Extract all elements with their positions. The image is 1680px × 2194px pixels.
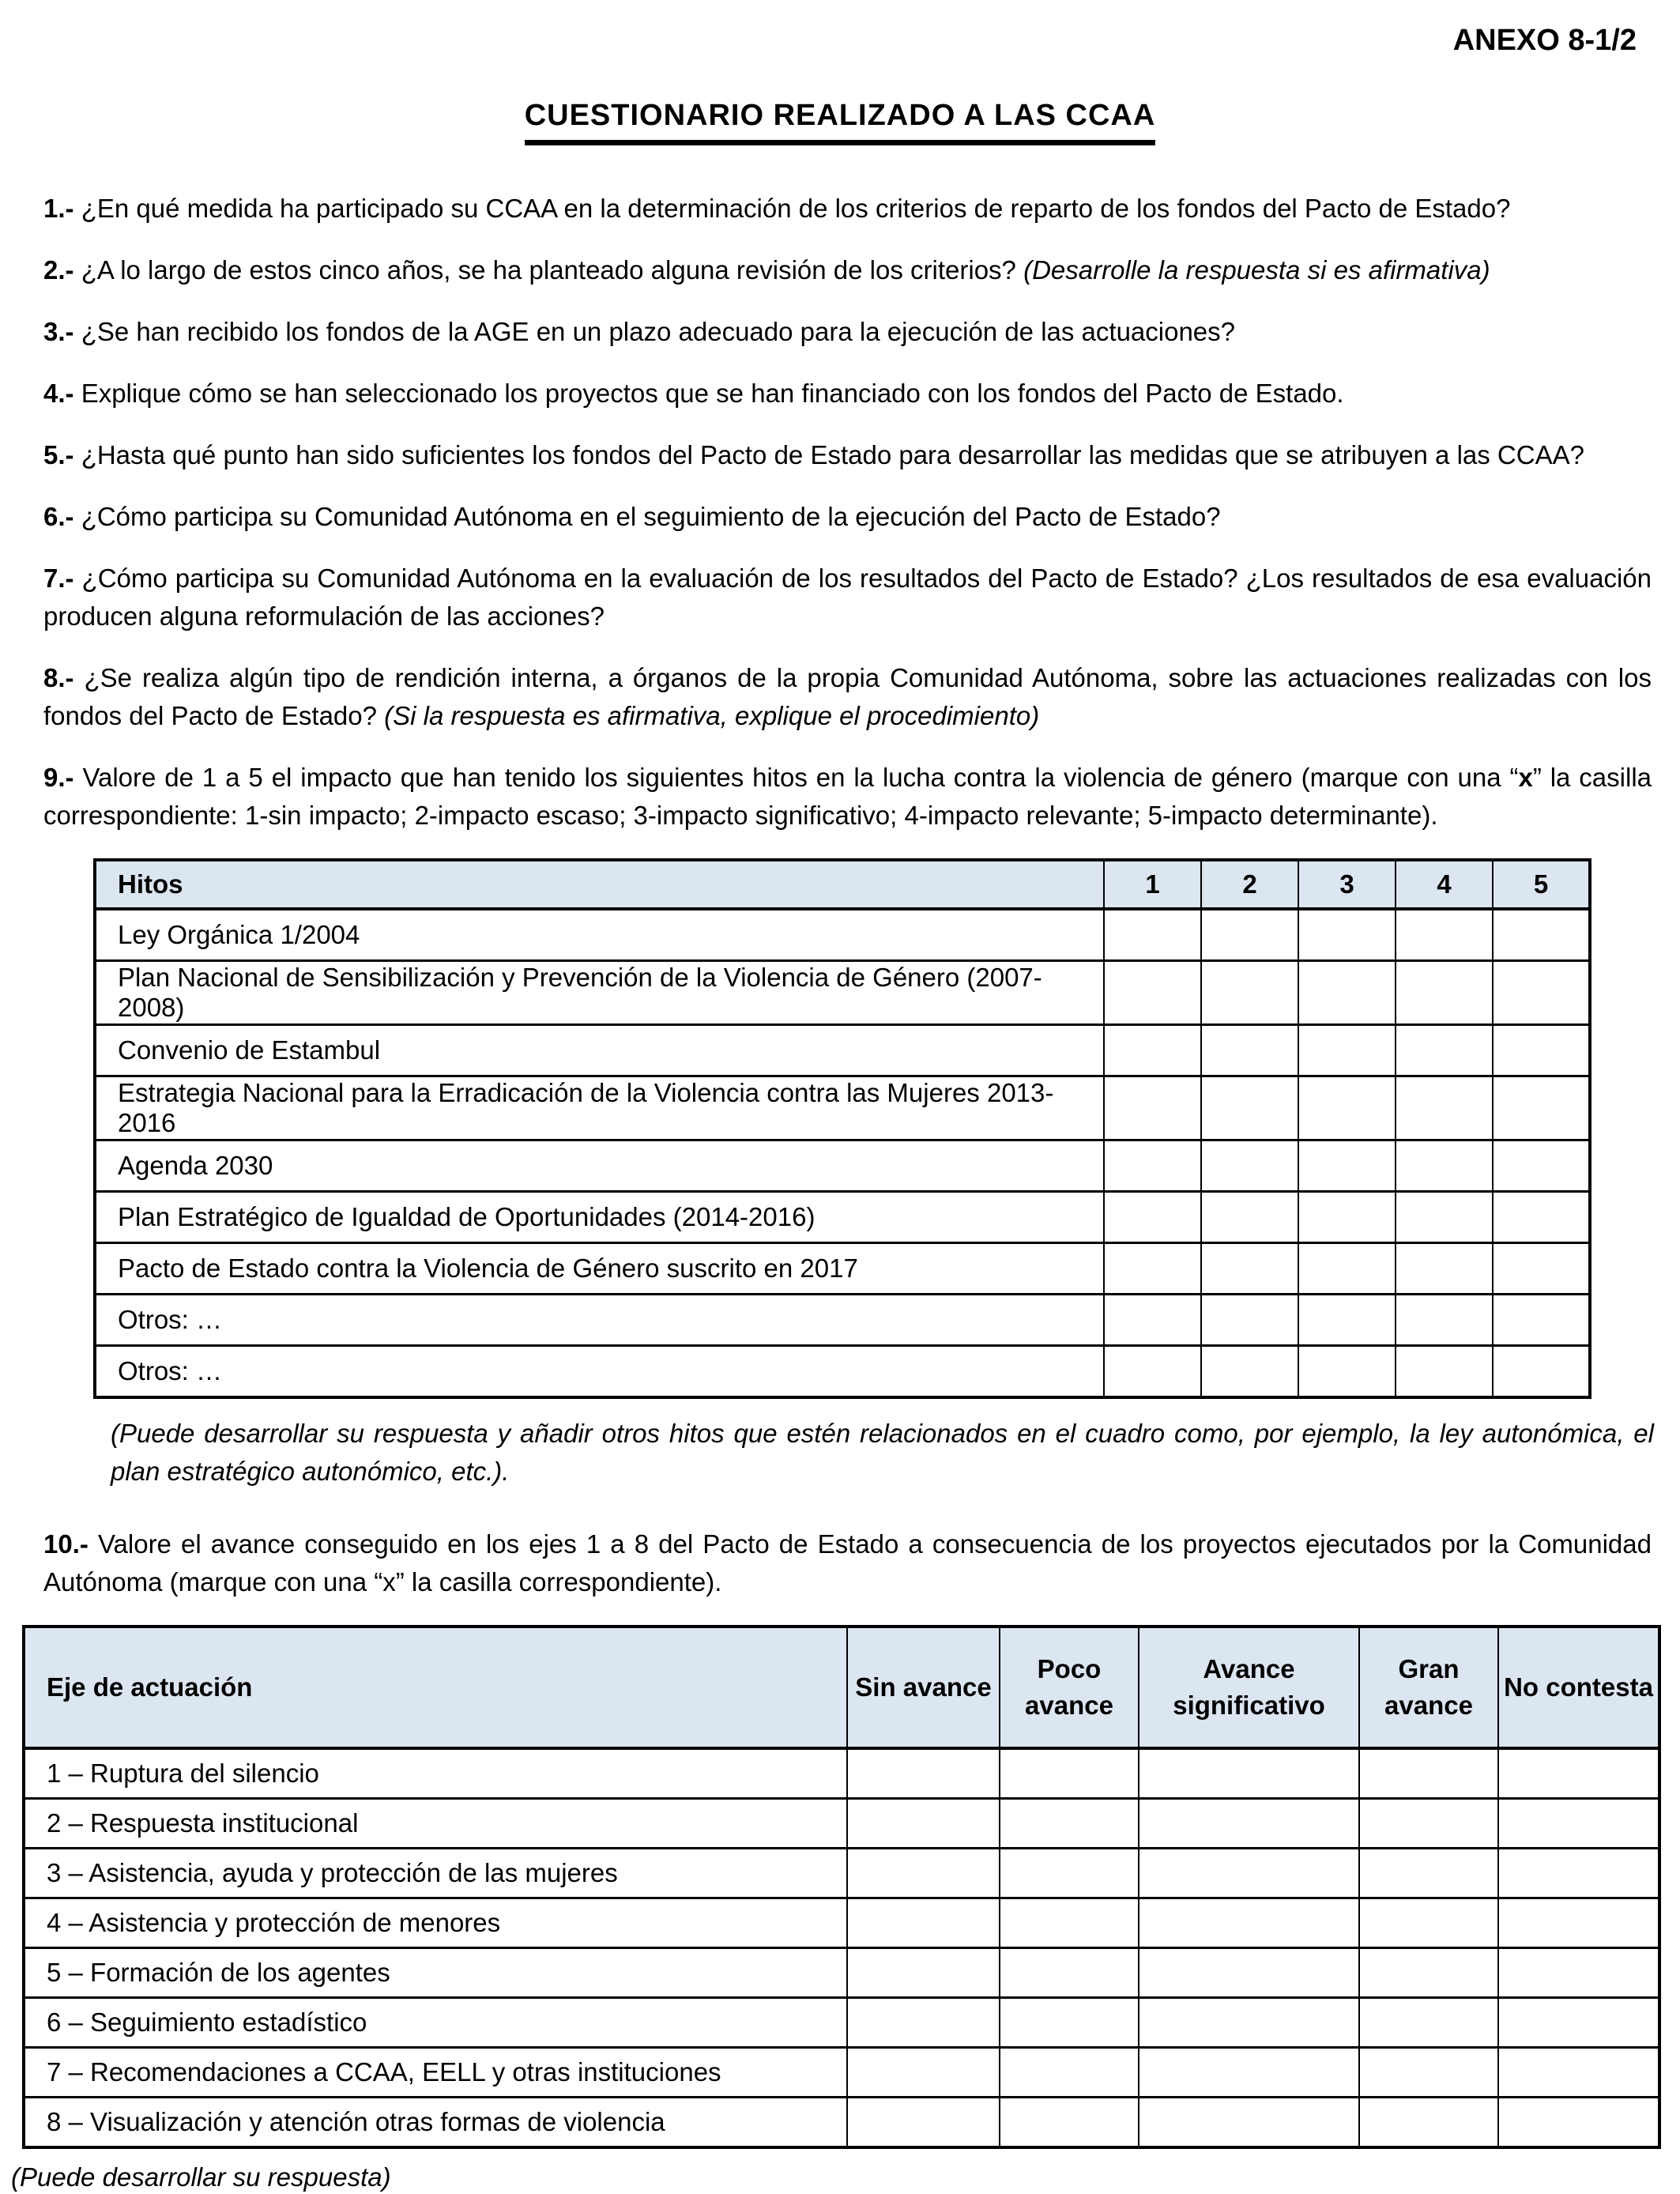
ejes-table-row	[24, 1799, 1659, 1849]
avance-checkbox-cell	[1359, 1898, 1498, 1948]
score-checkbox-cell	[1396, 909, 1493, 961]
score-checkbox-cell	[1201, 1192, 1298, 1243]
hitos-table-row	[95, 1140, 1590, 1192]
ejes-table-row	[24, 1948, 1659, 1998]
avance-checkbox-cell	[1000, 2098, 1139, 2148]
avance-checkbox-cell	[1139, 1948, 1359, 1998]
question-text: ¿A lo largo de estos cinco años, se ha planteado alguna revisión de los criterios?	[81, 255, 1016, 285]
question-7	[43, 560, 1652, 635]
score-checkbox-cell	[1493, 1076, 1590, 1140]
avance-checkbox-cell	[1000, 1799, 1139, 1849]
score-checkbox-cell	[1396, 1076, 1493, 1140]
hito-label: Otros: …	[95, 1346, 1104, 1398]
avance-checkbox-cell	[1359, 1948, 1498, 1998]
avance-checkbox-cell	[1498, 1849, 1659, 1898]
score-checkbox-cell	[1104, 1025, 1201, 1076]
score-checkbox-cell	[1493, 961, 1590, 1025]
question-note: (Desarrolle la respuesta si es afirmativa)	[1023, 255, 1490, 285]
hitos-table-body	[95, 909, 1590, 1397]
avance-checkbox-cell	[1359, 1748, 1498, 1799]
question-number: 10.-	[43, 1529, 89, 1559]
score-checkbox-cell	[1201, 1346, 1298, 1398]
avance-checkbox-cell	[1139, 1748, 1359, 1799]
hito-label: Plan Estratégico de Igualdad de Oportunidades (2014-2016)	[95, 1192, 1104, 1243]
score-checkbox-cell	[1201, 1295, 1298, 1346]
question-5	[43, 436, 1652, 474]
avance-checkbox-cell	[1139, 2048, 1359, 2098]
score-checkbox-cell	[1104, 1076, 1201, 1140]
question-3	[43, 313, 1652, 351]
ejes-table-header-row	[24, 1627, 1659, 1748]
score-checkbox-cell	[1104, 1192, 1201, 1243]
avance-option-header: Sin avance	[847, 1627, 1000, 1748]
avance-checkbox-cell	[847, 2048, 1000, 2098]
score-checkbox-cell	[1493, 1295, 1590, 1346]
avance-checkbox-cell	[1359, 2098, 1498, 2148]
score-checkbox-cell	[1298, 1025, 1396, 1076]
hito-label: Plan Nacional de Sensibilización y Prevención de la Violencia de Género (2007-2008)	[95, 961, 1104, 1025]
score-checkbox-cell	[1396, 961, 1493, 1025]
avance-option-header: Poco avance	[1000, 1627, 1139, 1748]
avance-checkbox-cell	[1498, 1799, 1659, 1849]
avance-checkbox-cell	[1359, 1998, 1498, 2048]
eje-label: 7 – Recomendaciones a CCAA, EELL y otras instituciones	[24, 2048, 847, 2098]
hitos-table-row	[95, 1076, 1590, 1140]
hitos-table-row	[95, 1295, 1590, 1346]
score-checkbox-cell	[1104, 909, 1201, 961]
question-6	[43, 498, 1652, 536]
question-text: Explique cómo se han seleccionado los proyectos que se han financiado con los fondos del Pacto de Estado.	[81, 379, 1344, 408]
avance-checkbox-cell	[847, 1948, 1000, 1998]
score-checkbox-cell	[1201, 961, 1298, 1025]
score-checkbox-cell	[1298, 1140, 1396, 1192]
eje-label: 1 – Ruptura del silencio	[24, 1748, 847, 1799]
hitos-score-header: 3	[1298, 860, 1396, 909]
avance-checkbox-cell	[847, 2098, 1000, 2148]
ejes-table	[22, 1625, 1661, 2149]
score-checkbox-cell	[1396, 1025, 1493, 1076]
hitos-table-row	[95, 909, 1590, 961]
eje-label: 3 – Asistencia, ayuda y protección de las mujeres	[24, 1849, 847, 1898]
avance-checkbox-cell	[847, 1849, 1000, 1898]
question-9	[43, 759, 1652, 835]
score-checkbox-cell	[1201, 909, 1298, 961]
eje-label: 4 – Asistencia y protección de menores	[24, 1898, 847, 1948]
eje-label: 5 – Formación de los agentes	[24, 1948, 847, 1998]
question-text: ¿Se han recibido los fondos de la AGE en un plazo adecuado para la ejecución de las actuaciones?	[81, 317, 1236, 346]
score-checkbox-cell	[1201, 1076, 1298, 1140]
hito-label: Convenio de Estambul	[95, 1025, 1104, 1076]
score-checkbox-cell	[1493, 1346, 1590, 1398]
ejes-table-row	[24, 1898, 1659, 1948]
avance-checkbox-cell	[1139, 1998, 1359, 2048]
avance-checkbox-cell	[1000, 1898, 1139, 1948]
question-text: ¿Cómo participa su Comunidad Autónoma en la evaluación de los resultados del Pacto de Estado? ¿Los resultados de esa evaluación producen alguna reformulación de las acciones?	[43, 564, 1652, 631]
hitos-table-row	[95, 1346, 1590, 1398]
question-number: 2.-	[43, 255, 74, 285]
hitos-score-header: 2	[1201, 860, 1298, 909]
question-text: ¿Hasta qué punto han sido suficientes los fondos del Pacto de Estado para desarrollar las medidas que se atribuyen a las CCAA?	[81, 440, 1584, 469]
hitos-table-note: (Puede desarrollar su respuesta y añadir otros hitos que estén relacionados en el cuadro como, por ejemplo, la ley autonómica, el plan estratégico autonómico, etc.).	[111, 1419, 1654, 1486]
score-checkbox-cell	[1493, 1025, 1590, 1076]
score-checkbox-cell	[1493, 1140, 1590, 1192]
hitos-table-row	[95, 961, 1590, 1025]
question-10	[43, 1525, 1652, 1601]
score-checkbox-cell	[1201, 1025, 1298, 1076]
avance-option-header: No contesta	[1498, 1627, 1659, 1748]
avance-checkbox-cell	[1359, 1849, 1498, 1898]
ejes-table-row	[24, 1998, 1659, 2048]
hitos-table-row	[95, 1243, 1590, 1295]
question-number: 7.-	[43, 564, 74, 593]
avance-checkbox-cell	[1000, 1998, 1139, 2048]
hitos-score-header: 4	[1396, 860, 1493, 909]
eje-label: 6 – Seguimiento estadístico	[24, 1998, 847, 2048]
hitos-table-header-row	[95, 860, 1590, 909]
score-checkbox-cell	[1298, 1192, 1396, 1243]
avance-checkbox-cell	[1139, 2098, 1359, 2148]
question-1	[43, 190, 1652, 228]
avance-checkbox-cell	[1498, 2048, 1659, 2098]
score-checkbox-cell	[1396, 1140, 1493, 1192]
hito-label: Pacto de Estado contra la Violencia de Género suscrito en 2017	[95, 1243, 1104, 1295]
score-checkbox-cell	[1201, 1140, 1298, 1192]
score-checkbox-cell	[1104, 961, 1201, 1025]
score-checkbox-cell	[1493, 1192, 1590, 1243]
avance-checkbox-cell	[847, 1799, 1000, 1849]
hitos-table-row	[95, 1192, 1590, 1243]
ejes-table-row	[24, 1748, 1659, 1799]
question-text: Valore el avance conseguido en los ejes 1 a 8 del Pacto de Estado a consecuencia de los proyectos ejecutados por la Comunidad Autónoma (marque con una “x” la casilla correspondiente).	[43, 1529, 1652, 1596]
question-8	[43, 659, 1652, 735]
avance-checkbox-cell	[1498, 1998, 1659, 2048]
hito-label: Otros: …	[95, 1295, 1104, 1346]
question-number: 1.-	[43, 194, 74, 223]
annex-label: ANEXO 8-1/2	[1452, 24, 1637, 57]
avance-checkbox-cell	[847, 1998, 1000, 2048]
question-number: 3.-	[43, 317, 74, 346]
score-checkbox-cell	[1396, 1295, 1493, 1346]
question-x-mark: x	[1518, 763, 1533, 792]
ejes-table-row	[24, 2098, 1659, 2148]
score-checkbox-cell	[1298, 1243, 1396, 1295]
questions-section	[0, 190, 1680, 2194]
avance-checkbox-cell	[1359, 2048, 1498, 2098]
avance-checkbox-cell	[847, 1898, 1000, 1948]
score-checkbox-cell	[1298, 1346, 1396, 1398]
score-checkbox-cell	[1493, 909, 1590, 961]
ejes-table-row	[24, 1849, 1659, 1898]
question-text: ¿En qué medida ha participado su CCAA en la determinación de los criterios de reparto de los fondos del Pacto de Estado?	[81, 194, 1511, 223]
score-checkbox-cell	[1396, 1346, 1493, 1398]
score-checkbox-cell	[1298, 909, 1396, 961]
hitos-header-label: Hitos	[95, 860, 1104, 909]
question-number: 9.-	[43, 763, 74, 792]
ejes-header-label: Eje de actuación	[24, 1627, 847, 1748]
question-text-post: ” la casilla correspondiente: 1-sin impacto; 2-impacto escaso; 3-impacto significativo; 4-impacto relevante; 5-impacto determinante).	[43, 763, 1652, 830]
avance-option-header: Gran avance	[1359, 1627, 1498, 1748]
ejes-table-note: (Puede desarrollar su respuesta)	[11, 2162, 391, 2192]
question-text: ¿Cómo participa su Comunidad Autónoma en el seguimiento de la ejecución del Pacto de Estado?	[81, 502, 1221, 531]
hitos-score-header: 1	[1104, 860, 1201, 909]
hito-label: Estrategia Nacional para la Erradicación de la Violencia contra las Mujeres 2013-2016	[95, 1076, 1104, 1140]
page-title: CUESTIONARIO REALIZADO A LAS CCAA	[525, 99, 1156, 145]
ejes-table-body	[24, 1748, 1659, 2147]
ejes-table-row	[24, 2048, 1659, 2098]
avance-checkbox-cell	[1139, 1799, 1359, 1849]
score-checkbox-cell	[1104, 1243, 1201, 1295]
hitos-table	[93, 858, 1591, 1399]
score-checkbox-cell	[1201, 1243, 1298, 1295]
score-checkbox-cell	[1298, 1076, 1396, 1140]
eje-label: 2 – Respuesta institucional	[24, 1799, 847, 1849]
avance-checkbox-cell	[1000, 1748, 1139, 1799]
avance-checkbox-cell	[1498, 1898, 1659, 1948]
avance-checkbox-cell	[1498, 2098, 1659, 2148]
avance-option-header: Avance significativo	[1139, 1627, 1359, 1748]
avance-checkbox-cell	[1139, 1898, 1359, 1948]
hito-label: Agenda 2030	[95, 1140, 1104, 1192]
score-checkbox-cell	[1396, 1192, 1493, 1243]
avance-checkbox-cell	[1359, 1799, 1498, 1849]
hitos-score-header: 5	[1493, 860, 1590, 909]
eje-label: 8 – Visualización y atención otras formas de violencia	[24, 2098, 847, 2148]
avance-checkbox-cell	[847, 1748, 1000, 1799]
question-note: (Si la respuesta es afirmativa, explique el procedimiento)	[384, 701, 1040, 730]
score-checkbox-cell	[1104, 1140, 1201, 1192]
score-checkbox-cell	[1104, 1346, 1201, 1398]
score-checkbox-cell	[1104, 1295, 1201, 1346]
question-number: 5.-	[43, 440, 74, 469]
question-number: 4.-	[43, 379, 74, 408]
avance-checkbox-cell	[1000, 1948, 1139, 1998]
hito-label: Ley Orgánica 1/2004	[95, 909, 1104, 961]
title-row	[0, 99, 1680, 145]
avance-checkbox-cell	[1139, 1849, 1359, 1898]
score-checkbox-cell	[1298, 1295, 1396, 1346]
question-number: 8.-	[43, 663, 74, 692]
hitos-table-row	[95, 1025, 1590, 1076]
score-checkbox-cell	[1396, 1243, 1493, 1295]
question-text: ¿Se realiza algún tipo de rendición interna, a órganos de la propia Comunidad Autónoma, sobre las actuaciones realizadas con los fondos del Pacto de Estado?	[43, 663, 1652, 730]
question-2	[43, 251, 1652, 289]
avance-checkbox-cell	[1498, 1948, 1659, 1998]
score-checkbox-cell	[1493, 1243, 1590, 1295]
question-number: 6.-	[43, 502, 74, 531]
avance-checkbox-cell	[1000, 2048, 1139, 2098]
avance-checkbox-cell	[1498, 1748, 1659, 1799]
question-4	[43, 375, 1652, 413]
avance-checkbox-cell	[1000, 1849, 1139, 1898]
question-text-pre: Valore de 1 a 5 el impacto que han tenido los siguientes hitos en la lucha contra la violencia de género (marque con una “	[82, 763, 1519, 792]
score-checkbox-cell	[1298, 961, 1396, 1025]
